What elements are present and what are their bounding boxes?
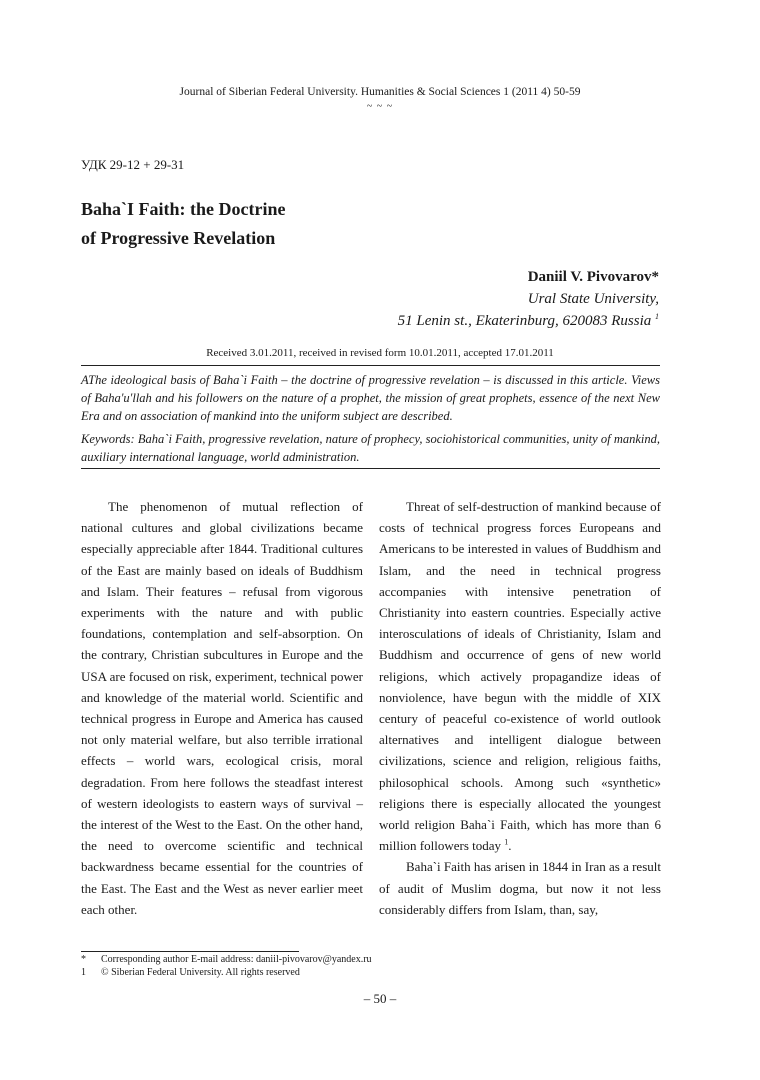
header-ornament: ~ ~ ~ xyxy=(366,101,394,112)
journal-header: Journal of Siberian Federal University. Humanities & Social Sciences 1 (2011 4) 50-59 xyxy=(179,86,581,98)
author-affiliation: Ural State University, xyxy=(527,291,659,307)
author-address xyxy=(398,310,659,332)
paragraph: Baha`i Faith has arisen in 1844 in Iran as a result of audit of Muslim dogma, but now it not less considerably differs from Islam, than, say, xyxy=(379,859,661,917)
author-block xyxy=(398,266,659,332)
body-column-left xyxy=(81,496,363,920)
title-line-2: of Progressive Revelation xyxy=(81,228,276,248)
address-footnote-ref: 1 xyxy=(655,312,659,321)
article-title xyxy=(81,195,501,253)
footnote-ref: 1 xyxy=(504,837,509,847)
footnote-mark: 1 xyxy=(81,967,86,978)
footnote-text: © Siberian Federal University. All rights reserved xyxy=(101,967,300,978)
body-column-right xyxy=(379,496,661,920)
author-name: Daniil V. Pivovarov* xyxy=(527,269,659,285)
footnote-text: Corresponding author E-mail address: daniil-pivovarov@yandex.ru xyxy=(101,954,372,965)
footnote-mark: * xyxy=(81,954,86,965)
abstract-bottom-rule xyxy=(81,468,660,469)
footnote xyxy=(81,966,300,979)
title-line-1: Baha`I Faith: the Doctrine xyxy=(81,199,286,219)
keywords: Keywords: Baha`i Faith, progressive revelation, nature of prophecy, sociohistorical communities, unity of mankind, auxiliary international language, world administration. xyxy=(81,432,660,464)
footnote xyxy=(81,953,372,966)
page-number: – 50 – xyxy=(363,991,397,1006)
paragraph-text: Threat of self-destruction of mankind because of costs of technical progress forces Europeans and Americans to be interested in values of Buddhism and Islam, and the need in technical progress accompanies with intensive penetration of Christianity into eastern countries. Especially active interosculations of ideals of Christianity, Islam and Buddhism and occurrence of gens of new world religions, which actively propagandize ideas of nonviolence, have begun with the middle of XIX century of peaceful co-existence of world outlook alternatives and intelligent dialogue between civilizations, science and religion, religious faiths, philosophical schools. Among such «synthetic» religions there is especially allocated the youngest world religion Baha`i Faith, which has more than 6 million followers today xyxy=(379,499,661,854)
paragraph-end: . xyxy=(508,838,512,854)
abstract-top-rule xyxy=(81,365,660,366)
paragraph: The phenomenon of mutual reflection of national cultures and global civilizations became especially appreciable after 1844. Traditional cultures of the East are mainly based on ideals of Buddhism and Islam. Their features – refusal from vigorous experiments with the nature and with public foundations, contemplation and self-absorption. On the contrary, Christian subcultures in Europe and the USA are focused on risk, experiment, technical power and knowledge of the material world. Scientific and technical progress in Europe and America has caused not only material welfare, but also terrible irrational effects – world wars, ecological crisis, moral degradation. From here follows the steadfast interest of western ideologists to eastern ways of survival – the interest of the West to the East. On the other hand, the need to overcome scientific and technical backwardness became essential for the countries of the East. The East and the West as never earlier meet each other. xyxy=(81,499,363,917)
paragraph xyxy=(379,496,661,856)
footnote-rule xyxy=(81,951,299,952)
abstract: AThe ideological basis of Baha`i Faith – the doctrine of progressive revelation – is discussed in this article. Views of Baha'u'llah and his followers on the nature of a prophet, the mission of great prophets, essence of the next New Era and on association of mankind into the uniform subject are described. xyxy=(81,373,660,423)
address-text: 51 Lenin st., Ekaterinburg, 620083 Russia xyxy=(397,313,652,329)
received-dates: Received 3.01.2011, received in revised form 10.01.2011, accepted 17.01.2011 xyxy=(206,347,554,359)
udk-code: УДК 29-12 + 29-31 xyxy=(81,157,185,172)
